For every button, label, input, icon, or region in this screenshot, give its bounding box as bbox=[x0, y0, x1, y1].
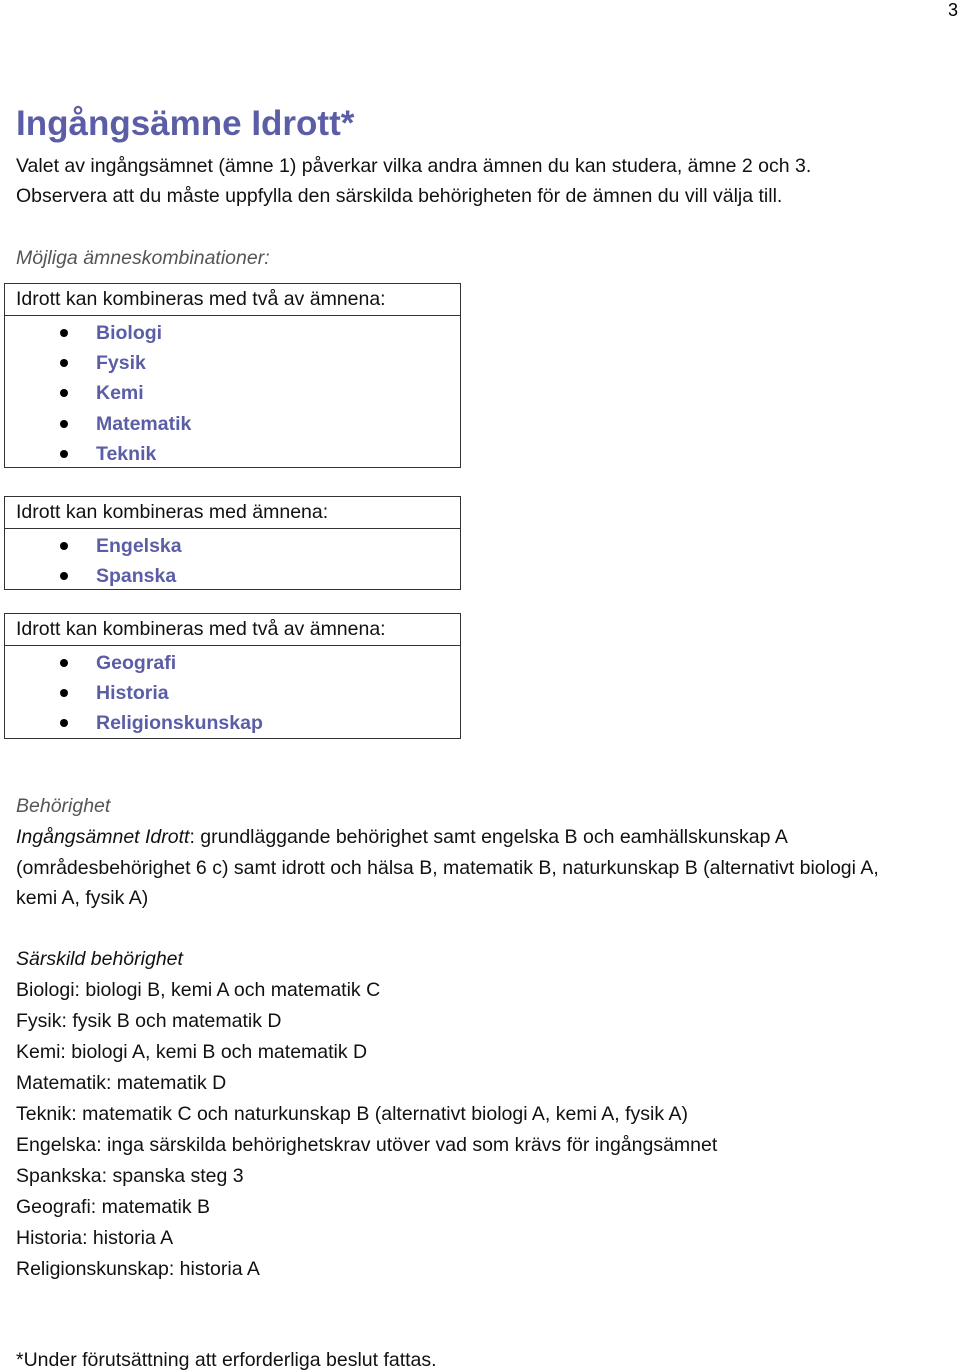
eligibility-line-2: (områdesbehörighet 6 c) samt idrott och hälsa B, matematik B, naturkunskap B (alternativt biologi A, bbox=[16, 857, 879, 879]
eligibility-label: Ingångsämnet Idrott bbox=[16, 826, 190, 848]
special-eligibility-heading: Särskild behörighet bbox=[16, 948, 183, 970]
special-line: Teknik: matematik C och naturkunskap B (alternativt biologi A, kemi A, fysik A) bbox=[16, 1103, 688, 1125]
bullet-icon bbox=[60, 572, 68, 580]
special-line: Matematik: matematik D bbox=[16, 1072, 227, 1094]
subject-list bbox=[5, 316, 460, 469]
bullet-icon bbox=[60, 450, 68, 458]
bullet-icon bbox=[60, 719, 68, 727]
special-line: Historia: historia A bbox=[16, 1227, 174, 1249]
intro-line-1: Valet av ingångsämnet (ämne 1) påverkar vilka andra ämnen du kan studera, ämne 2 och 3. bbox=[16, 155, 812, 177]
bullet-icon bbox=[60, 329, 68, 337]
list-item: Spanska bbox=[5, 561, 460, 591]
combination-box-science bbox=[4, 283, 461, 468]
combinations-heading: Möjliga ämneskombinationer: bbox=[16, 247, 270, 269]
bullet-icon bbox=[60, 420, 68, 428]
list-item: Fysik bbox=[5, 348, 460, 378]
special-line: Religionskunskap: historia A bbox=[16, 1258, 260, 1280]
eligibility-line-1: Ingångsämnet Idrott: grundläggande behörighet samt engelska B och eamhällskunskap A bbox=[16, 826, 788, 848]
eligibility-heading: Behörighet bbox=[16, 795, 111, 817]
bullet-icon bbox=[60, 359, 68, 367]
subject-list bbox=[5, 646, 460, 739]
special-line: Biologi: biologi B, kemi A och matematik C bbox=[16, 979, 381, 1001]
intro-line-2: Observera att du måste uppfylla den särskilda behörigheten för de ämnen du vill välja till. bbox=[16, 185, 783, 207]
special-line: Kemi: biologi A, kemi B och matematik D bbox=[16, 1041, 368, 1063]
list-item: Teknik bbox=[5, 439, 460, 469]
list-item: Historia bbox=[5, 678, 460, 708]
bullet-icon bbox=[60, 389, 68, 397]
list-item: Kemi bbox=[5, 378, 460, 408]
subject-list bbox=[5, 529, 460, 591]
page-number: 3 bbox=[947, 0, 958, 20]
eligibility-line-3: kemi A, fysik A) bbox=[16, 887, 149, 909]
combination-box-humanities bbox=[4, 613, 461, 739]
page-title: Ingångsämne Idrott* bbox=[16, 104, 355, 143]
special-line: Geografi: matematik B bbox=[16, 1196, 210, 1218]
special-line: Spankska: spanska steg 3 bbox=[16, 1165, 244, 1187]
list-item: Religionskunskap bbox=[5, 708, 460, 738]
list-item: Matematik bbox=[5, 409, 460, 439]
footnote: *Under förutsättning att erforderliga beslut fattas. bbox=[16, 1349, 437, 1371]
special-line: Engelska: inga särskilda behörighetskrav utöver vad som krävs för ingångsämnet bbox=[16, 1134, 718, 1156]
list-item: Engelska bbox=[5, 531, 460, 561]
list-item: Biologi bbox=[5, 318, 460, 348]
combination-box-header: Idrott kan kombineras med ämnena: bbox=[5, 497, 460, 529]
list-item: Geografi bbox=[5, 648, 460, 678]
combination-box-languages bbox=[4, 496, 461, 590]
combination-box-header: Idrott kan kombineras med två av ämnena: bbox=[5, 284, 460, 316]
combination-box-header: Idrott kan kombineras med två av ämnena: bbox=[5, 614, 460, 646]
bullet-icon bbox=[60, 542, 68, 550]
special-line: Fysik: fysik B och matematik D bbox=[16, 1010, 282, 1032]
bullet-icon bbox=[60, 659, 68, 667]
bullet-icon bbox=[60, 689, 68, 697]
